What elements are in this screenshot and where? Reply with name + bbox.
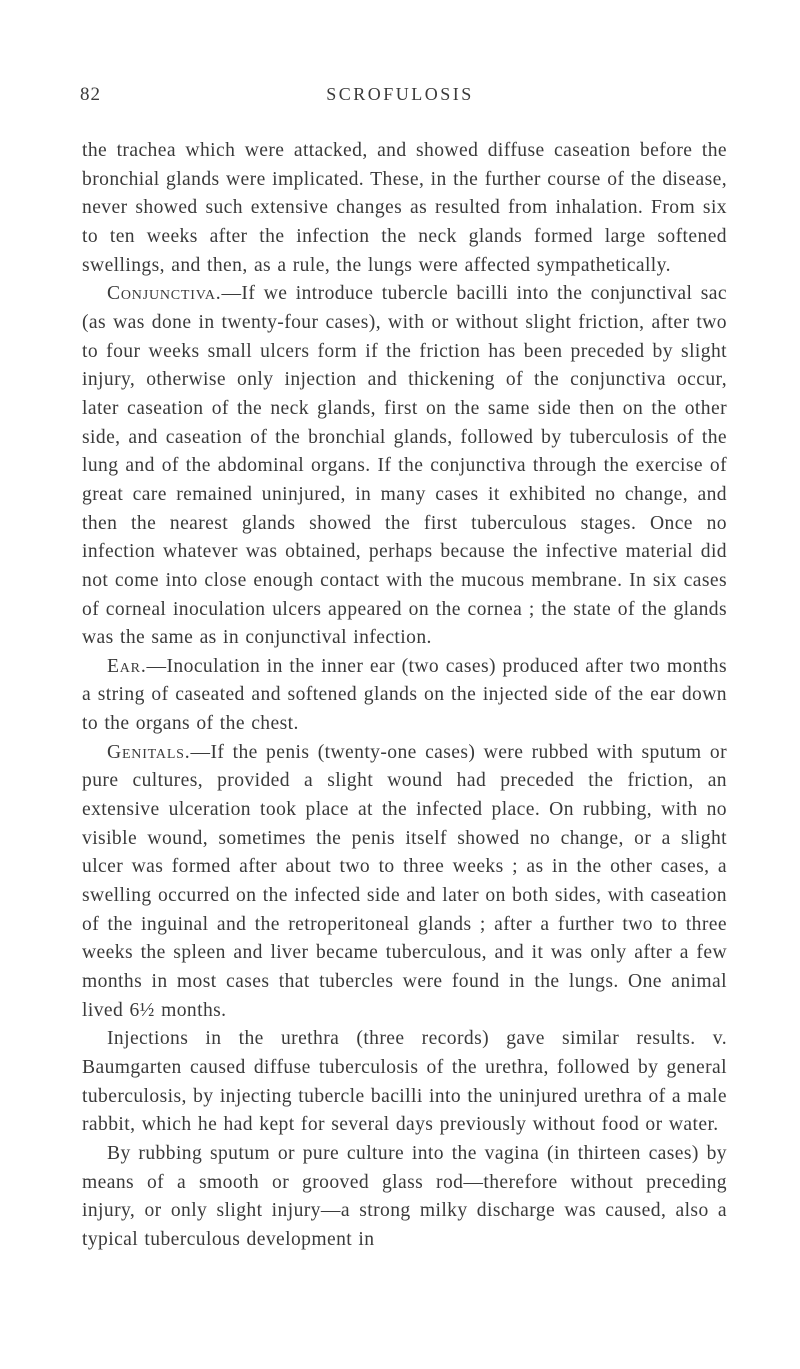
paragraph-vagina: By rubbing sputum or pure culture into the vagina (in thirteen cases) by means of a smooth or grooved glass rod—therefore without preceding injury, or only slight injury—a strong milky discharge was caused, also a typical tuberculous development in: [82, 1142, 727, 1250]
body-text: [82, 137, 727, 1255]
section-heading-conjunctiva: Conjunctiva.: [107, 283, 222, 305]
running-head: SCROFULOSIS: [326, 84, 474, 104]
paragraph-text: —Inoculation in the inner ear (two cases) produced after two months a string of caseated and softened glands on the injected side of the ear down to the organs of the chest.: [82, 655, 727, 735]
section-heading-genitals: Genitals.: [107, 741, 191, 763]
paragraph-text: —If the penis (twenty-one cases) were rubbed with sputum or pure cultures, provided a slight wound had preceded the friction, an extensive ulceration took place at the infected place. On rubbing, with no visible wound, sometimes the penis itself showed no change, or a slight ulcer was formed after about two to three weeks ; as in the other cases, a swelling occurred on the infected side and later on both sides, with caseation of the inguinal and the retroperitoneal glands ; after a further two to three weeks the spleen and liver became tuberculous, and it was only after a few months in most cases that tubercles were found in the lungs. One animal lived 6½ months.: [82, 741, 727, 1021]
section-heading-ear: Ear.: [107, 655, 147, 677]
paragraph-continuation: the trachea which were attacked, and showed diffuse caseation before the bronchial glands were implicated. These, in the further course of the disease, never showed such extensive changes as resulted from inhalation. From six to ten weeks after the infection the neck glands formed large softened swellings, and then, as a rule, the lungs were affected sympathetically.: [82, 140, 727, 276]
paragraph-urethra: Injections in the urethra (three records) gave similar results. v. Baumgarten caused diffuse tuberculosis of the urethra, followed by general tuberculosis, by injecting tubercle bacilli into the uninjured urethra of a male rabbit, which he had kept for several days previously without food or water.: [82, 1028, 727, 1136]
paragraph-conjunctiva: [82, 280, 727, 653]
page-number: 82: [80, 84, 101, 105]
paragraph-genitals: [82, 739, 727, 1026]
paragraph-ear: [82, 653, 727, 739]
paragraph-text: —If we introduce tubercle bacilli into the conjunctival sac (as was done in twenty-four cases), with or without slight friction, after two to four weeks small ulcers form if the friction has been preceded by slight injury, otherwise only injection and thickening of the conjunctiva occur, later caseation of the neck glands, first on the same side then on the other side, and caseation of the bronchial glands, followed by tuberculosis of the lung and of the abdominal organs. If the conjunctiva through the exercise of great care remained uninjured, in many cases it exhibited no change, and then the nearest glands showed the first tuberculous stages. Once no infection whatever was obtained, perhaps because the infective material did not come into close enough contact with the mucous membrane. In six cases of corneal inoculation ulcers appeared on the cornea ; the state of the glands was the same as in conjunctival infection.: [82, 283, 727, 649]
